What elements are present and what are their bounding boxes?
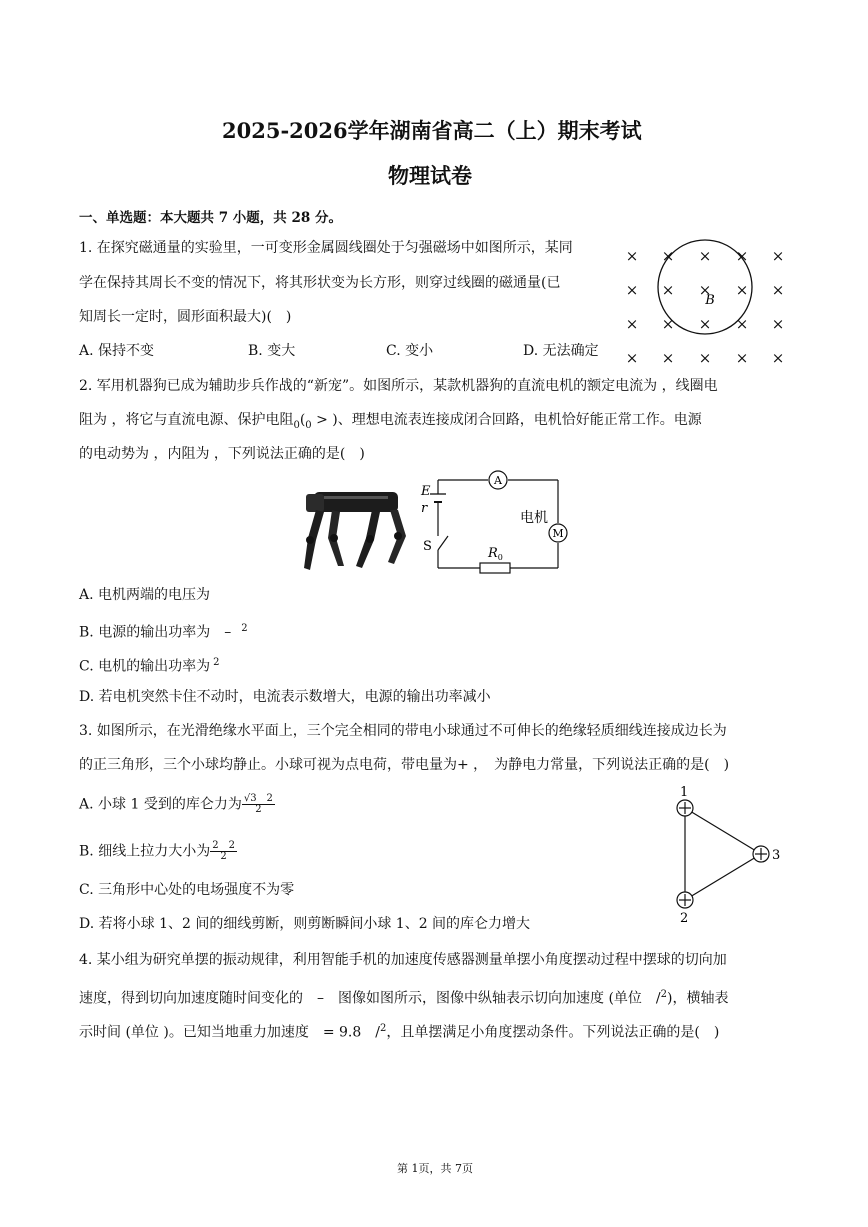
q2-sub0b: 0 (305, 419, 312, 431)
q3-option-d: D. 若将小球 1、2 间的细线剪断，则剪断瞬间小球 1、2 间的库仑力增大 (79, 916, 531, 932)
q1-line2: 学在保持其周长不变的情况下，将其形状变为长方形，则穿过线圈的磁通量(已 (79, 275, 561, 291)
q3-option-a-denominator: 2 (255, 804, 262, 815)
field-cross-mark: × (661, 349, 675, 367)
q2-line2-b: ( (299, 412, 306, 428)
sphere-2 (677, 892, 693, 908)
q1-option-b: B. 变大 (248, 343, 296, 359)
q2-sub0: 0 (293, 419, 300, 431)
field-cross-mark: × (625, 247, 639, 265)
field-cross-mark: × (625, 315, 639, 333)
q2-option-b-text: B. 电源的输出功率为 – (79, 624, 232, 641)
page-subtitle: 物理试卷 (388, 163, 472, 188)
charged-spheres-triangle (668, 784, 786, 926)
q3-line2: 的正三角形，三个小球均静止。小球可视为点电荷，带电量为+ ， 为静电力常量，下列说法正确的是( ) (79, 757, 730, 773)
emf-label: E (421, 484, 431, 499)
q2-line2 (79, 410, 702, 436)
field-cross-mark: × (735, 281, 749, 299)
q2-option-b-sup: 2 (241, 623, 248, 634)
q4-line2-b: )，横轴表 (667, 990, 729, 1007)
sphere-3-label: 3 (772, 848, 781, 863)
circuit-diagram (418, 470, 578, 580)
q3-option-c: C. 三角形中心处的电场强度不为零 (79, 882, 295, 898)
sphere-1-label: 1 (680, 785, 689, 800)
q2-line1: 2. 军用机器狗已成为辅助步兵作战的“新宠”。如图所示，某款机器狗的直流电机的额定电流为 ，线圈电 (79, 378, 718, 394)
q2-option-c-sup: 2 (213, 657, 220, 668)
field-cross-mark: × (698, 247, 712, 265)
field-cross-mark: × (735, 349, 749, 367)
page-footer: 第 1页，共 7页 (397, 1162, 473, 1175)
sphere-2-label: 2 (680, 911, 689, 926)
resistor-r0 (480, 563, 510, 573)
q4-line3-sup: 2 (380, 1023, 387, 1034)
q4-line1: 4. 某小组为研究单摆的振动规律，利用智能手机的加速度传感器测量单摆小角度摆动过程中摆球的切向加 (79, 952, 727, 968)
q2-line2-c: > )、理想电流表连接成闭合回路，电机恰好能正常工作。电源 (311, 412, 702, 428)
field-cross-mark: × (661, 281, 675, 299)
field-cross-mark: × (771, 247, 785, 265)
section-heading: 一、单选题：本大题共 7 小题，共 28 分。 (79, 210, 342, 226)
field-b-label: B (705, 293, 715, 308)
q3-option-a-numerator: √3 2 (243, 793, 273, 804)
q1-line3: 知周长一定时，圆形面积最大)( ) (79, 309, 292, 325)
q1-option-d: D. 无法确定 (523, 343, 599, 359)
q3-option-a (79, 794, 275, 815)
field-cross-mark: × (698, 349, 712, 367)
field-cross-mark: × (735, 315, 749, 333)
q4-line3 (79, 1019, 719, 1043)
robot-dog-image (294, 482, 408, 576)
q4-line2-sup: 2 (660, 989, 668, 1000)
field-cross-mark: × (625, 281, 639, 299)
q2-option-d: D. 若电机突然卡住不动时，电流表示数增大，电源的输出功率减小 (79, 689, 491, 705)
sphere-1 (677, 800, 693, 816)
field-cross-mark: × (698, 281, 712, 299)
q2-option-c-text: C. 电机的输出功率为 (79, 658, 211, 675)
q1-line1: 1. 在探究磁通量的实验里，一可变形金属圆线圈处于匀强磁场中如图所示，某同 (79, 240, 573, 256)
ammeter-label: A (494, 474, 502, 487)
motor-text-label: 电机 (520, 510, 548, 526)
q4-line3-b: ，且单摆满足小角度摆动条件。下列说法正确的是( ) (386, 1024, 720, 1041)
q2-option-b (79, 619, 248, 643)
switch-label: S (423, 539, 432, 554)
q2-option-c (79, 653, 220, 677)
q2-line2-a: 阻为 ，将它与直流电源、保护电阻 (79, 412, 294, 428)
field-cross-mark: × (698, 315, 712, 333)
q3-option-b (79, 841, 237, 862)
q3-option-a-text: A. 小球 1 受到的库仑力为 (79, 796, 242, 813)
q3-line1: 3. 如图所示，在光滑绝缘水平面上，三个完全相同的带电小球通过不可伸长的绝缘轻质细线连接成边长为 (79, 723, 727, 739)
q3-option-b-numerator: 2 2 (212, 840, 235, 851)
field-cross-mark: × (771, 349, 785, 367)
q3-option-b-denominator: 2 (220, 851, 227, 862)
q2-option-a: A. 电机两端的电压为 (79, 587, 211, 603)
field-cross-mark: × (625, 349, 639, 367)
q2-line3: 的电动势为 ，内阻为 ，下列说法正确的是( ) (79, 446, 365, 462)
q3-option-b-text: B. 细线上拉力大小为 (79, 843, 211, 860)
motor-label: M (552, 527, 564, 540)
page-title: 2025-2026学年湖南省高二（上）期末考试 (222, 118, 642, 143)
q4-line3-a: 示时间 (单位 )。已知当地重力加速度 = 9.8 / (79, 1024, 380, 1041)
q4-line2 (79, 985, 728, 1009)
q1-option-a: A. 保持不变 (79, 343, 155, 359)
resistor-label: $R_0$ (488, 546, 503, 562)
field-cross-mark: × (661, 247, 675, 265)
sphere-3 (753, 846, 769, 862)
internal-r-label: r (421, 501, 428, 516)
field-cross-mark: × (735, 247, 749, 265)
magnetic-field-figure (618, 238, 794, 368)
q4-line2-a: 速度，得到切向加速度随时间变化的 – 图像如图所示，图像中纵轴表示切向加速度 (单位 / (79, 990, 661, 1007)
field-cross-mark: × (771, 281, 785, 299)
q1-option-c: C. 变小 (386, 343, 434, 359)
field-cross-mark: × (771, 315, 785, 333)
field-cross-mark: × (661, 315, 675, 333)
